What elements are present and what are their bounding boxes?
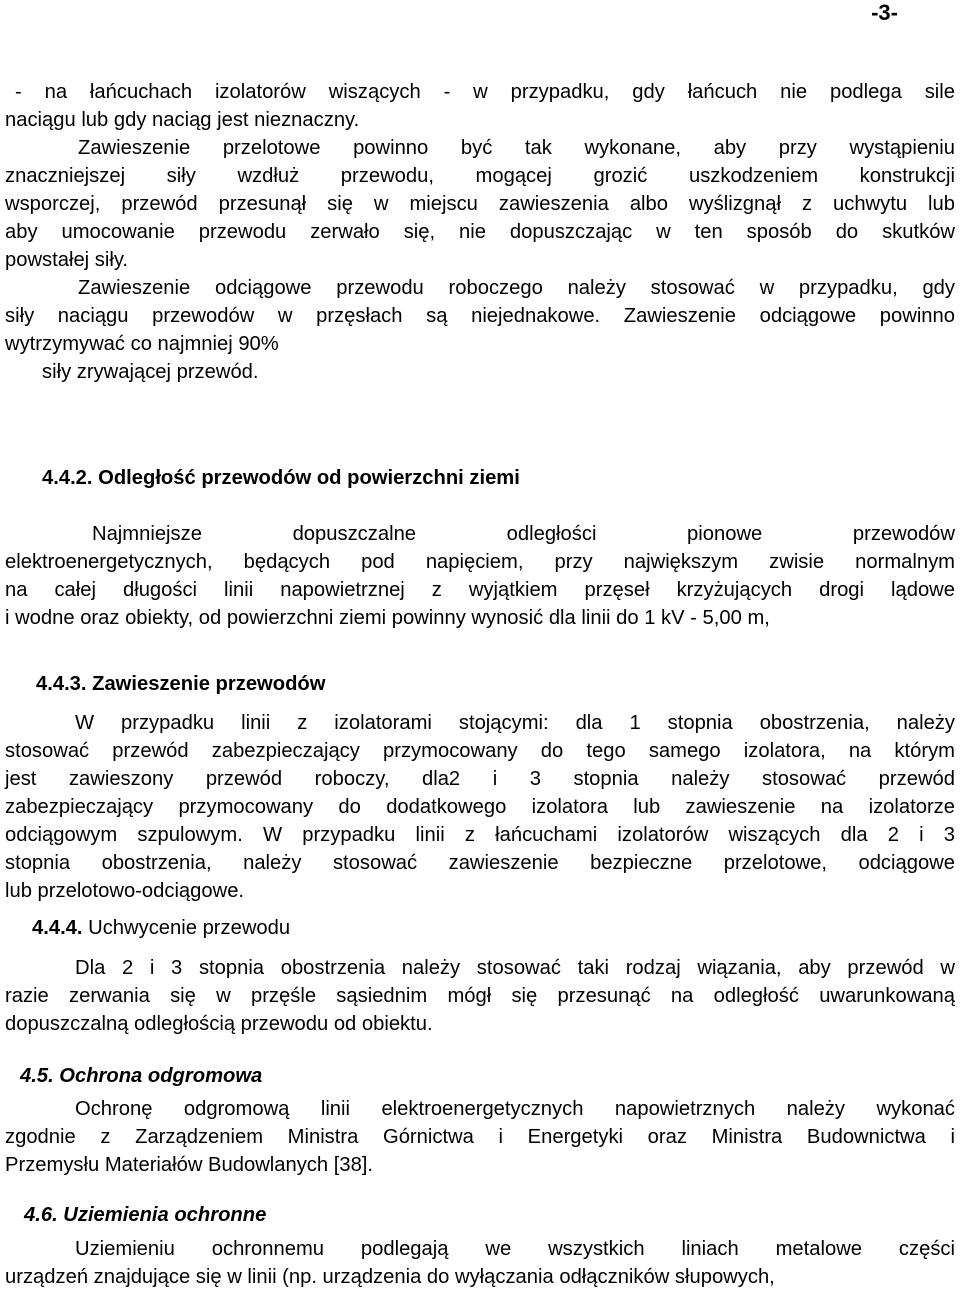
- paragraph-line: stopnia obostrzenia, należy stosować zawieszenie bezpieczne przelotowe, odciągowe: [5, 852, 955, 874]
- section-heading-46: 4.6. Uziemienia ochronne: [24, 1204, 267, 1226]
- paragraph-line: stosować przewód zabezpieczający przymocowany do tego samego izolatora, na którym: [5, 740, 955, 762]
- paragraph-line: Dla 2 i 3 stopnia obostrzenia należy stosować taki rodzaj wiązania, aby przewód w: [75, 957, 955, 979]
- paragraph-line: powstałej siły.: [5, 249, 129, 271]
- paragraph-line: zabezpieczający przymocowany do dodatkowego izolatora lub zawieszenie na izolatorze: [5, 796, 955, 818]
- paragraph-line: Zawieszenie odciągowe przewodu roboczego należy stosować w przypadku, gdy: [78, 277, 955, 299]
- section-number: 4.4.4.: [32, 917, 83, 939]
- paragraph-line: aby umocowanie przewodu zerwało się, nie dopuszczając w ten sposób do skutków: [5, 221, 955, 243]
- paragraph-line: elektroenergetycznych, będących pod napięciem, przy największym zwisie normalnym: [5, 551, 955, 573]
- paragraph-line: Uziemieniu ochronnemu podlegają we wszystkich liniach metalowe części: [75, 1238, 955, 1260]
- section-heading-45: 4.5. Ochrona odgromowa: [20, 1065, 263, 1087]
- paragraph-line: lub przelotowo-odciągowe.: [5, 880, 245, 902]
- paragraph-line: dopuszczalną odległością przewodu od obiektu.: [5, 1013, 433, 1035]
- paragraph-line: razie zerwania się w przęśle sąsiednim mógł się przesunąć na odległość uwarunkowaną: [5, 985, 955, 1007]
- section-heading-442: 4.4.2. Odległość przewodów od powierzchni ziemi: [42, 467, 520, 489]
- paragraph-line: zgodnie z Zarządzeniem Ministra Górnictwa i Energetyki oraz Ministra Budownictwa i: [5, 1126, 955, 1148]
- paragraph-line: siły naciągu przewodów w przęsłach są niejednakowe. Zawieszenie odciągowe powinno: [5, 305, 955, 327]
- paragraph-line: Ochronę odgromową linii elektroenergetycznych napowietrznych należy wykonać: [75, 1098, 955, 1120]
- paragraph-line: W przypadku linii z izolatorami stojącymi: dla 1 stopnia obostrzenia, należy: [75, 712, 955, 734]
- section-heading-443: 4.4.3. Zawieszenie przewodów: [36, 673, 326, 695]
- section-heading-444: [32, 914, 955, 942]
- section-title: Uchwycenie przewodu: [88, 917, 291, 939]
- paragraph-line: - na łańcuchach izolatorów wiszących - w przypadku, gdy łańcuch nie podlega sile: [15, 81, 955, 103]
- paragraph-line: odciągowym szpulowym. W przypadku linii z łańcuchami izolatorów wiszących dla 2 i 3: [5, 824, 955, 846]
- paragraph-line: wytrzymywać co najmniej 90%: [5, 333, 279, 355]
- paragraph-line: jest zawieszony przewód roboczy, dla2 i 3 stopnia należy stosować przewód: [5, 768, 955, 790]
- paragraph-line: urządzeń znajdujące się w linii (np. urządzenia do wyłączania odłączników słupowych,: [5, 1266, 775, 1288]
- paragraph-line: Zawieszenie przelotowe powinno być tak wykonane, aby przy wystąpieniu: [78, 137, 955, 159]
- page-number: -3-: [871, 0, 898, 25]
- paragraph-line: siły zrywającej przewód.: [42, 361, 259, 383]
- paragraph-line: i wodne oraz obiekty, od powierzchni ziemi powinny wynosić dla linii do 1 kV - 5,00 m,: [5, 607, 770, 629]
- paragraph-line: wsporczej, przewód przesunął się w miejscu zawieszenia albo wyślizgnął z uchwytu lub: [5, 193, 955, 215]
- paragraph-line: znaczniejszej siły wzdłuż przewodu, mogącej grozić uszkodzeniem konstrukcji: [5, 165, 955, 187]
- paragraph-line: Najmniejsze dopuszczalne odległości pionowe przewodów: [92, 523, 955, 545]
- paragraph-line: na całej długości linii napowietrznej z wyjątkiem przęseł krzyżujących drogi lądowe: [5, 579, 955, 601]
- paragraph-line: naciągu lub gdy naciąg jest nieznaczny.: [5, 109, 360, 131]
- paragraph-line: Przemysłu Materiałów Budowlanych [38].: [5, 1154, 374, 1176]
